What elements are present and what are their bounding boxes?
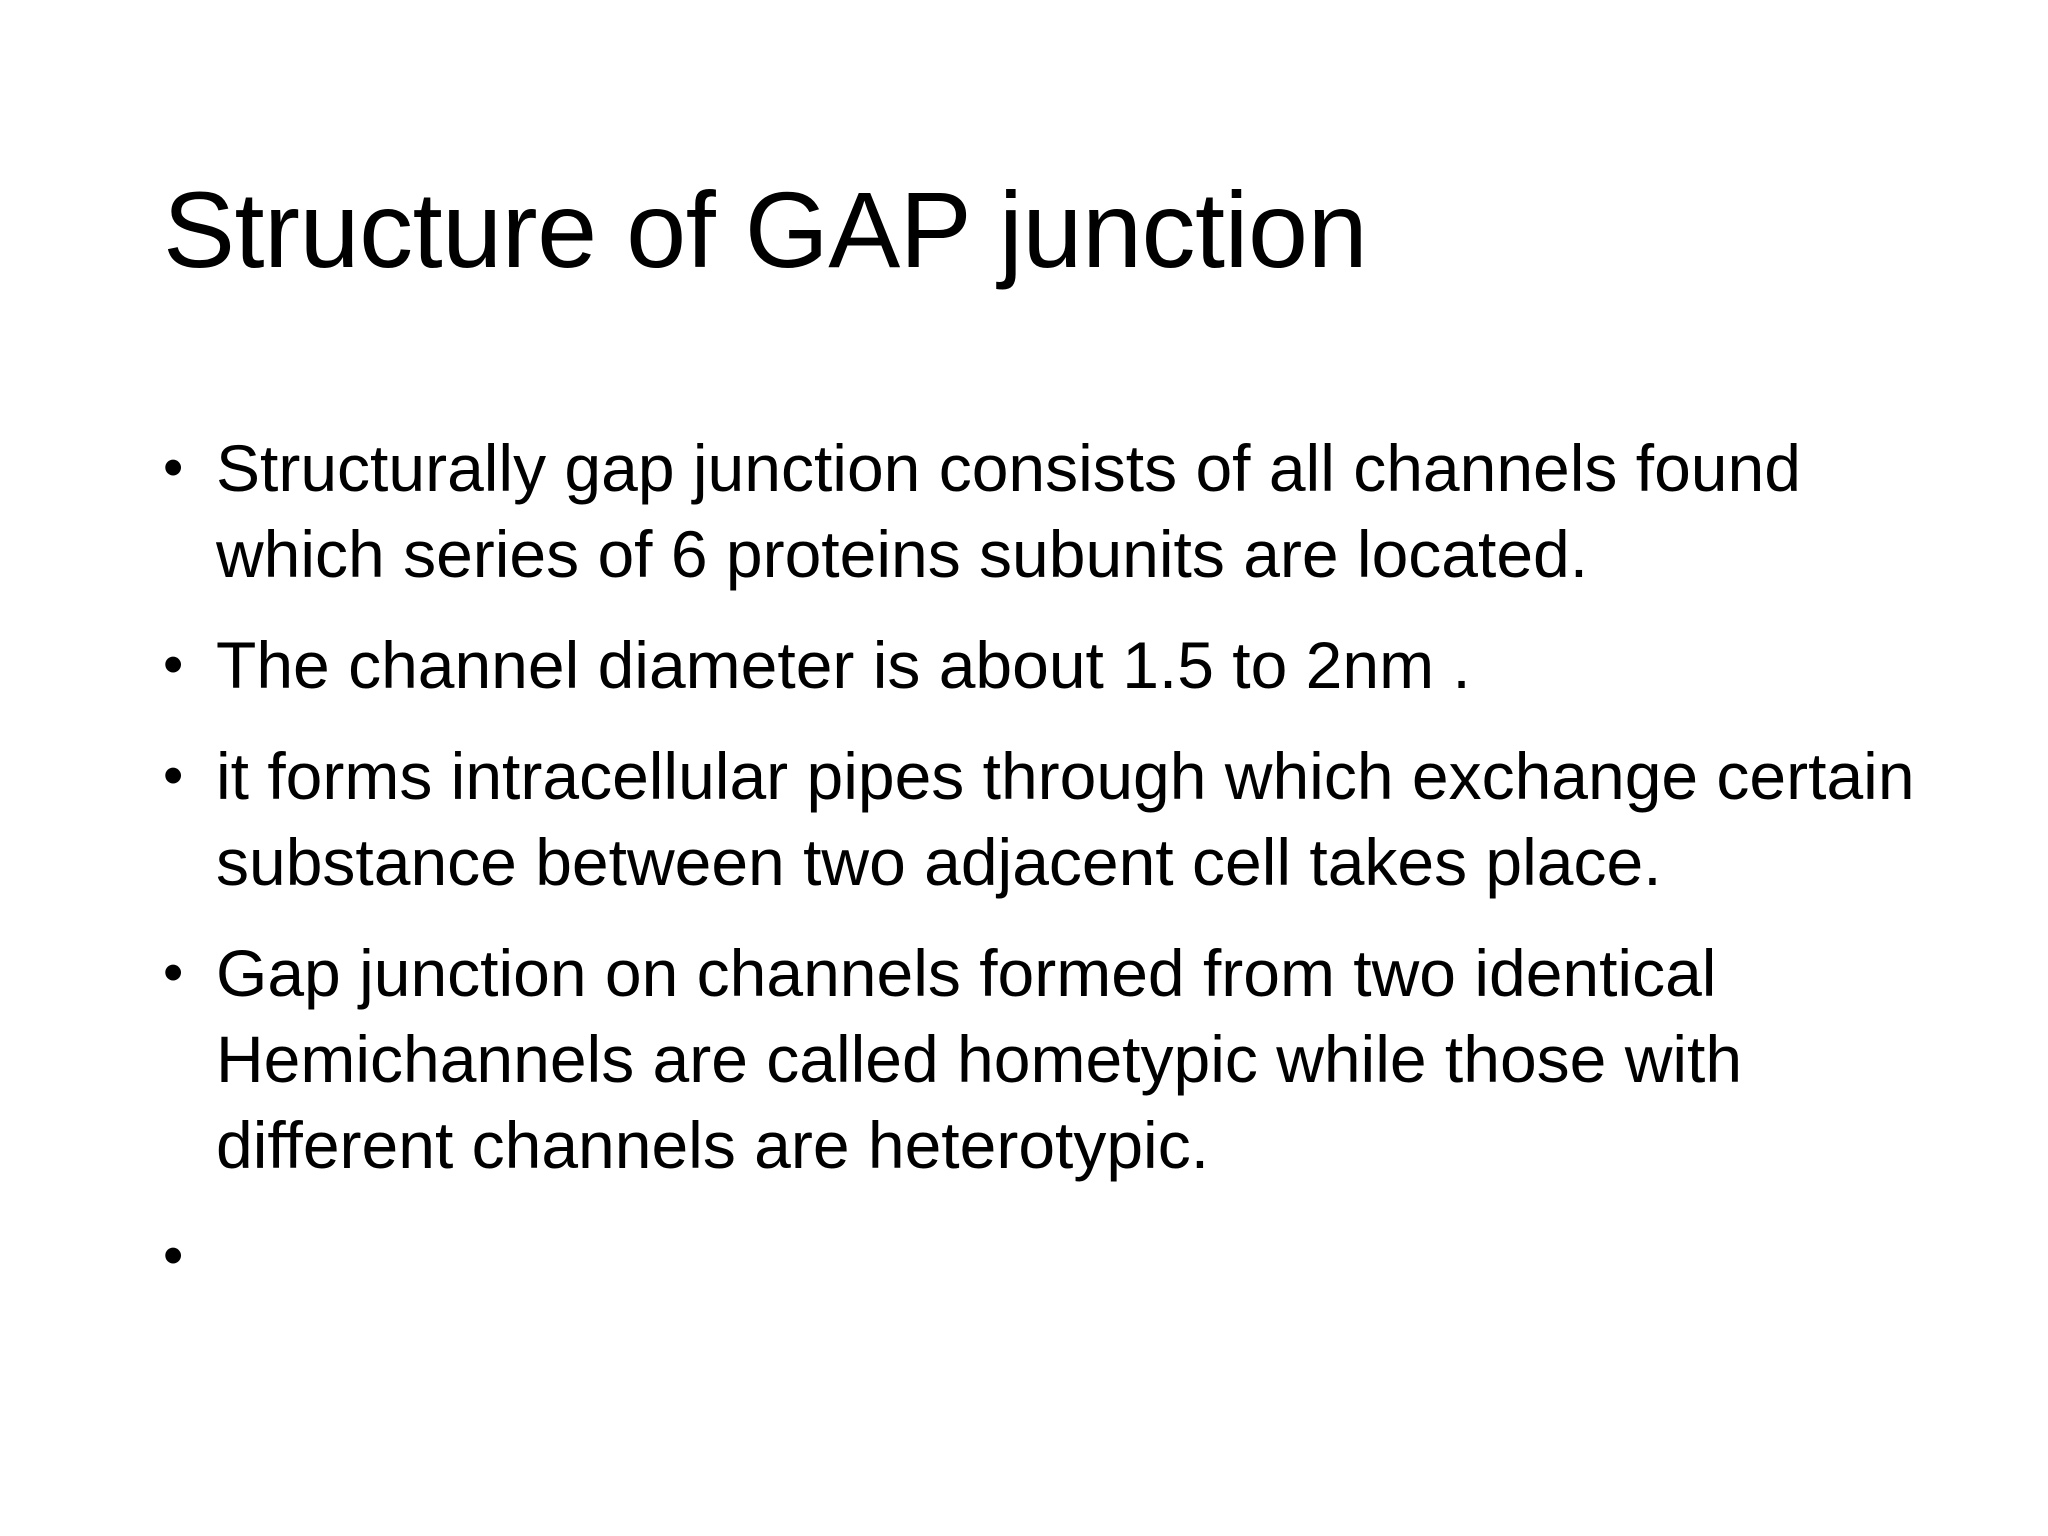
bullet-text: Structurally gap junction consists of all channels found which series of 6 proteins subunits are located. [216,431,1801,591]
bullet-item [163,622,1963,708]
slide-title: Structure of GAP junction [163,169,1368,290]
bullet-dot: • [163,1223,184,1288]
bullet-item [163,930,1963,1188]
bullet-text: Gap junction on channels formed from two identical Hemichannels are called hometypic while those with different channels are heterotypic. [216,936,1743,1182]
bullet-item [163,425,1963,597]
bullet-list [163,425,1963,1324]
bullet-text: The channel diameter is about 1.5 to 2nm . [216,628,1471,702]
bullet-item-empty [163,1213,1963,1299]
bullet-dot: • [163,435,184,500]
bullet-dot: • [163,743,184,808]
bullet-dot: • [163,632,184,697]
bullet-text: it forms intracellular pipes through which exchange certain substance between two adjacent cell takes place. [216,739,1915,899]
bullet-item [163,733,1963,905]
bullet-dot: • [163,940,184,1005]
